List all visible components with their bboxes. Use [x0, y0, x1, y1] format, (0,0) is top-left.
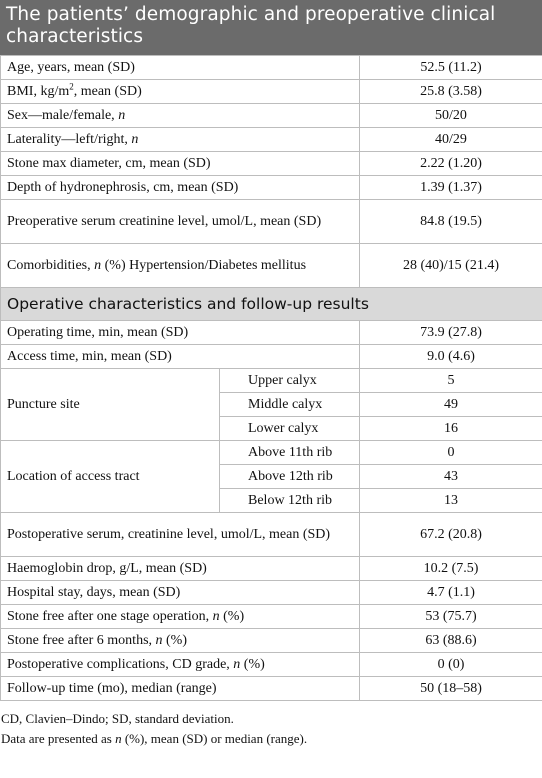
table-row — [1, 557, 542, 581]
label-text: (%) — [162, 632, 188, 648]
row-label: Hospital stay, days, mean (SD) — [1, 581, 360, 605]
table-row — [1, 605, 542, 629]
row-value: 10.2 (7.5) — [360, 557, 542, 581]
table-row — [1, 369, 542, 393]
row-value: 1.39 (1.37) — [360, 176, 542, 200]
label-text: Postoperative complications, CD grade, — [7, 656, 234, 672]
sub-label: Above 11th rib — [220, 441, 360, 465]
footnote-italic: n — [115, 731, 122, 746]
table-row — [1, 513, 542, 557]
label-text: (%) Hypertension/Diabetes mellitus — [101, 257, 307, 273]
row-value: 84.8 (19.5) — [360, 200, 542, 244]
label-italic: n — [118, 107, 126, 123]
table-row — [1, 677, 542, 701]
row-value: 2.22 (1.20) — [360, 152, 542, 176]
table-row — [1, 441, 542, 465]
table-row — [1, 321, 542, 345]
group-label-puncture-site: Puncture site — [1, 369, 220, 441]
row-label — [1, 653, 360, 677]
table-row — [1, 128, 542, 152]
label-italic: n — [212, 608, 220, 624]
table-row — [1, 176, 542, 200]
label-text: Laterality—left/right, — [7, 131, 132, 147]
label-italic: n — [94, 257, 102, 273]
row-label: Haemoglobin drop, g/L, mean (SD) — [1, 557, 360, 581]
sub-label: Below 12th rib — [220, 489, 360, 513]
label-text: (%) — [240, 656, 265, 672]
table-row — [1, 244, 542, 288]
label-text: Stone free after 6 months, — [7, 632, 156, 648]
row-label: Postoperative serum, creatinine level, umol/L, mean (SD) — [1, 513, 360, 557]
label-text: BMI, kg/m — [7, 83, 70, 99]
row-value: 53 (75.7) — [360, 605, 542, 629]
row-label: Operating time, min, mean (SD) — [1, 321, 360, 345]
row-value: 67.2 (20.8) — [360, 513, 542, 557]
group-label-access-tract: Location of access tract — [1, 441, 220, 513]
row-value: 9.0 (4.6) — [360, 345, 542, 369]
footnote-data-format — [1, 729, 542, 749]
row-label — [1, 80, 360, 104]
row-label — [1, 605, 360, 629]
sub-label: Above 12th rib — [220, 465, 360, 489]
table-row — [1, 200, 542, 244]
label-italic: n — [155, 632, 163, 648]
label-text: Comorbidities, — [7, 257, 95, 273]
section-header-row — [1, 288, 542, 321]
row-label — [1, 629, 360, 653]
footnote-abbreviations: CD, Clavien–Dindo; SD, standard deviation. — [1, 711, 234, 726]
label-italic: n — [233, 656, 241, 672]
row-value: 52.5 (11.2) — [360, 56, 542, 80]
row-value: 73.9 (27.8) — [360, 321, 542, 345]
row-label — [1, 104, 360, 128]
row-value: 43 — [360, 465, 542, 489]
row-value: 40/29 — [360, 128, 542, 152]
row-value: 25.8 (3.58) — [360, 80, 542, 104]
row-value: 50 (18–58) — [360, 677, 542, 701]
row-label — [1, 244, 360, 288]
footnote-text: Data are presented as — [1, 731, 116, 746]
label-italic: n — [131, 131, 139, 147]
table-row — [1, 345, 542, 369]
label-superscript: 2 — [69, 80, 74, 91]
label-text: Stone free after one stage operation, — [7, 608, 213, 624]
section-title: Operative characteristics and follow-up results — [1, 288, 542, 321]
table-footnotes — [0, 701, 542, 749]
label-text: (%) — [219, 608, 245, 624]
sub-label: Upper calyx — [220, 369, 360, 393]
sub-label: Middle calyx — [220, 393, 360, 417]
table-title: The patients’ demographic and preoperative clinical characteristics — [0, 0, 542, 55]
table-row — [1, 56, 542, 80]
row-value: 50/20 — [360, 104, 542, 128]
label-text: , mean (SD) — [73, 83, 142, 99]
row-value: 5 — [360, 369, 542, 393]
label-text: Sex—male/female, — [7, 107, 119, 123]
row-value: 49 — [360, 393, 542, 417]
table-row — [1, 629, 542, 653]
row-label: Preoperative serum creatinine level, umol/L, mean (SD) — [1, 200, 360, 244]
table-row — [1, 104, 542, 128]
row-label: Stone max diameter, cm, mean (SD) — [1, 152, 360, 176]
row-value: 4.7 (1.1) — [360, 581, 542, 605]
sub-label: Lower calyx — [220, 417, 360, 441]
row-value: 13 — [360, 489, 542, 513]
table-row — [1, 581, 542, 605]
characteristics-table — [0, 55, 542, 701]
table-row — [1, 653, 542, 677]
footnote-text: (%), mean (SD) or median (range). — [121, 731, 308, 746]
row-value: 16 — [360, 417, 542, 441]
row-label: Depth of hydronephrosis, cm, mean (SD) — [1, 176, 360, 200]
row-value: 63 (88.6) — [360, 629, 542, 653]
row-label: Access time, min, mean (SD) — [1, 345, 360, 369]
row-label: Age, years, mean (SD) — [1, 56, 360, 80]
row-label: Follow-up time (mo), median (range) — [1, 677, 360, 701]
row-value: 0 — [360, 441, 542, 465]
table-row — [1, 152, 542, 176]
row-value: 28 (40)/15 (21.4) — [360, 244, 542, 288]
table-row — [1, 80, 542, 104]
row-label — [1, 128, 360, 152]
row-value: 0 (0) — [360, 653, 542, 677]
